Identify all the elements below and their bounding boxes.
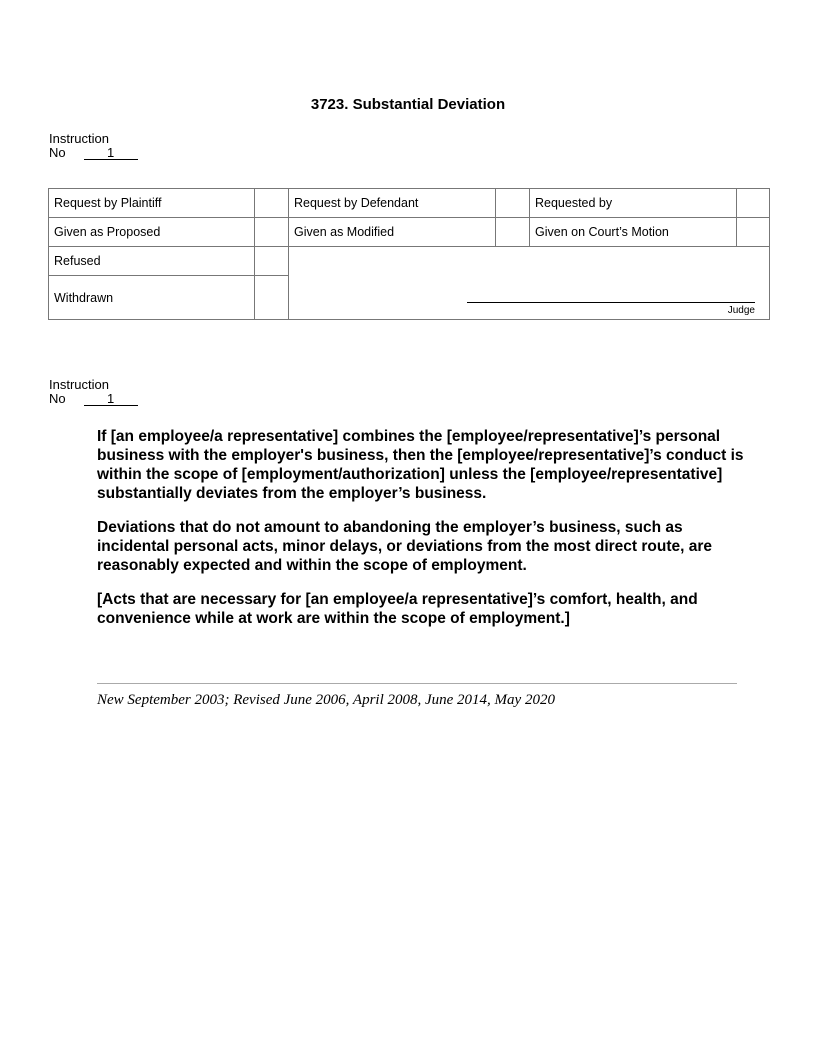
instruction-no-label: No <box>49 145 66 160</box>
revision-history: New September 2003; Revised June 2006, April 2008, June 2014, May 2020 <box>97 692 555 708</box>
instruction-label: Instruction <box>49 377 109 392</box>
instruction-no-value: 1 <box>84 392 138 406</box>
request-by-plaintiff-checkbox[interactable] <box>255 189 289 218</box>
instruction-no-value: 1 <box>84 146 138 160</box>
requested-by-checkbox[interactable] <box>737 189 770 218</box>
request-by-plaintiff-label: Request by Plaintiff <box>49 189 255 218</box>
instruction-paragraph: If [an employee/a representative] combines the [employee/representative]’s personal business with the employer's business, then the [employee/representative]’s conduct is within the scope of [employment/authorization] unless the [employee/representative] substantially deviates from the employer’s business. <box>97 428 744 502</box>
instruction-body <box>97 427 747 643</box>
instruction-block-top <box>49 132 138 160</box>
withdrawn-checkbox[interactable] <box>255 276 289 320</box>
request-table <box>48 188 770 320</box>
instruction-paragraph: Deviations that do not amount to abandoning the employer’s business, such as incidental personal acts, minor delays, or deviations from the most direct route, are reasonably expected and within the scope of employment. <box>97 519 712 574</box>
refused-label: Refused <box>49 247 255 276</box>
judge-label: Judge <box>727 305 755 316</box>
given-on-courts-motion-checkbox[interactable] <box>737 218 770 247</box>
instruction-block-bottom <box>49 378 138 406</box>
table-row <box>49 247 770 276</box>
given-as-proposed-label: Given as Proposed <box>49 218 255 247</box>
given-as-proposed-checkbox[interactable] <box>255 218 289 247</box>
request-by-defendant-label: Request by Defendant <box>289 189 496 218</box>
instruction-no-label: No <box>49 391 66 406</box>
withdrawn-label: Withdrawn <box>49 276 255 320</box>
instruction-label: Instruction <box>49 131 109 146</box>
request-by-defendant-checkbox[interactable] <box>496 189 530 218</box>
instruction-paragraph: [Acts that are necessary for [an employee/a representative]’s comfort, health, and convenience while at work are within the scope of employment.] <box>97 591 698 627</box>
table-row <box>49 218 770 247</box>
divider <box>97 683 737 684</box>
refused-checkbox[interactable] <box>255 247 289 276</box>
table-row <box>49 189 770 218</box>
requested-by-label: Requested by <box>530 189 737 218</box>
given-as-modified-label: Given as Modified <box>289 218 496 247</box>
judge-signature-line <box>467 302 755 303</box>
judge-signature-area[interactable] <box>289 247 770 320</box>
given-on-courts-motion-label: Given on Court’s Motion <box>530 218 737 247</box>
page-title: 3723. Substantial Deviation <box>310 96 506 113</box>
given-as-modified-checkbox[interactable] <box>496 218 530 247</box>
